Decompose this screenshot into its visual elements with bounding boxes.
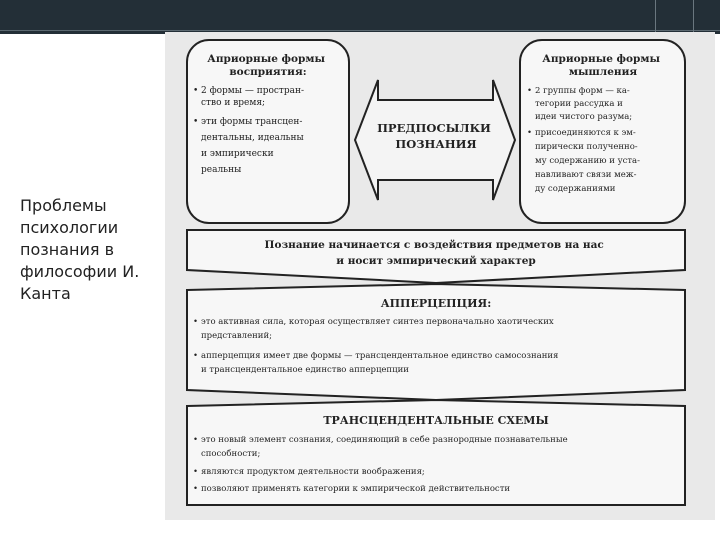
- right-box-title: Априорные формы мышления: [542, 53, 661, 78]
- apperception-title: АППЕРЦЕПЦИЯ:: [380, 297, 492, 310]
- left-box-bullet-2: • эти формы трансцен- дентальны, идеальны и эмпирически реальны: [193, 117, 304, 175]
- left-box-title: Априорные формы восприятия:: [207, 53, 326, 78]
- slide-title: Проблемы психологии познания в философии И. Канта: [20, 196, 140, 303]
- apperception-bullet-2: • апперцепция имеет две формы — трансцендентальное единство самосознания и трансцендентальное единство апперцепции: [193, 351, 559, 375]
- left-box-bullet-1: • 2 формы — простран- ство и время;: [193, 86, 305, 108]
- schemes-title: ТРАНСЦЕНДЕНТАЛЬНЫЕ СХЕМЫ: [323, 414, 549, 427]
- schemes-bullet-3: • позволяют применять категории к эмпирической действительности: [193, 484, 511, 494]
- schemes-bullet-2: • являются продуктом деятельности воображения;: [193, 467, 425, 477]
- center-label: ПРЕДПОСЫЛКИ ПОЗНАНИЯ: [377, 121, 491, 151]
- banner-text: Познание начинается с воздействия предметов на нас и носит эмпирический характер: [264, 239, 604, 267]
- apperception-bullet-1: • это активная сила, которая осуществляет синтез первоначально хаотических представлений;: [193, 317, 554, 341]
- right-box-bullet-1: • 2 группы форм — ка- тегории рассудка и идеи чистого разума;: [527, 86, 633, 122]
- schemes-bullet-1: • это новый элемент сознания, соединяющий в себе разнородные познавательные способности;: [193, 435, 568, 459]
- right-box-bullet-2: • присоединяются к эм- пирически полученно- му содержанию и уста- навливают связи меж- ду содержаниями: [527, 128, 640, 194]
